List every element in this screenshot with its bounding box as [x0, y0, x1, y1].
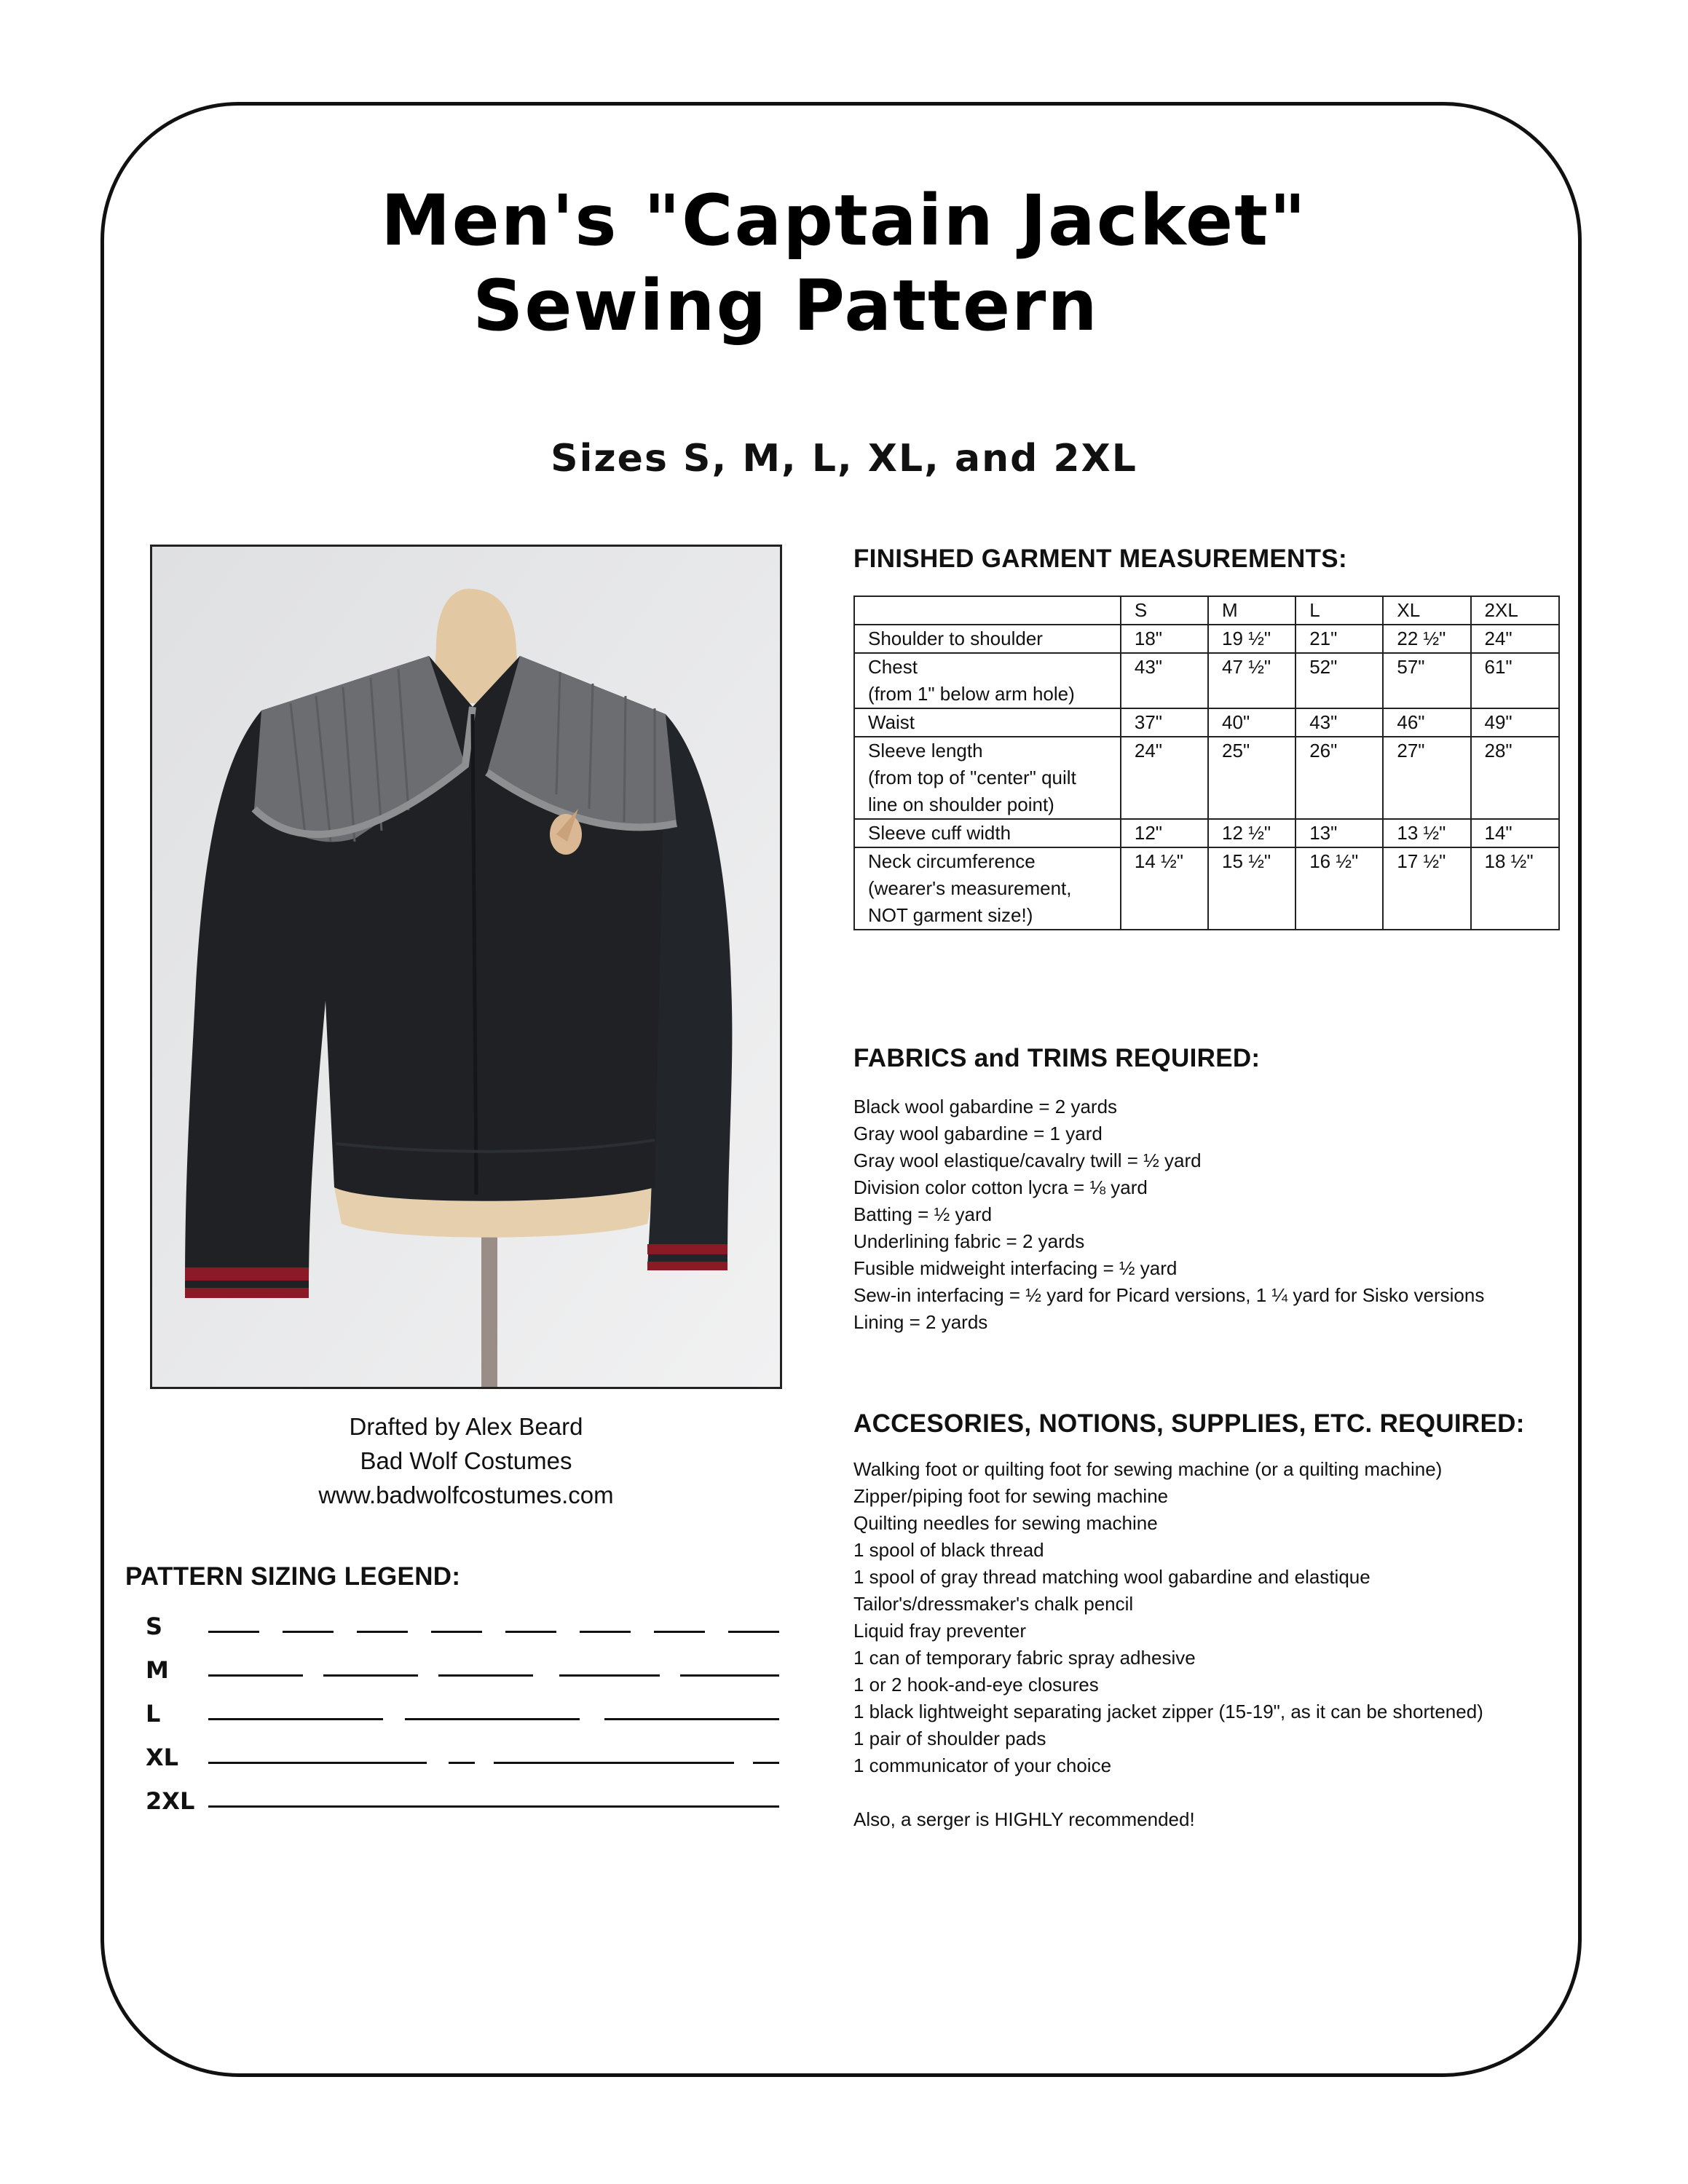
- legend-label-2xl: 2XL: [146, 1787, 195, 1815]
- table-cell: 43": [1121, 653, 1208, 708]
- table-cell: 13 ½": [1383, 819, 1470, 847]
- list-item: Batting = ½ yard: [853, 1203, 993, 1225]
- table-cell: 12 ½": [1208, 819, 1295, 847]
- list-item: Gray wool gabardine = 1 yard: [853, 1123, 1103, 1144]
- table-cell: 40": [1208, 708, 1295, 737]
- row-label-line: NOT garment size!): [868, 904, 1033, 926]
- table-cell: 49": [1471, 708, 1559, 737]
- list-item: Gray wool elastique/cavalry twill = ½ yard: [853, 1150, 1202, 1171]
- size-header: S: [1121, 596, 1208, 625]
- list-item: Division color cotton lycra = ⅛ yard: [853, 1176, 1148, 1198]
- legend-label-l: L: [146, 1700, 161, 1728]
- list-item: Tailor's/dressmaker's chalk pencil: [853, 1593, 1134, 1615]
- jacket-photo: [150, 545, 782, 1389]
- table-cell: 16 ½": [1295, 847, 1383, 930]
- table-cell: 14 ½": [1121, 847, 1208, 930]
- table-cell: 18": [1121, 625, 1208, 653]
- table-cell: 21": [1295, 625, 1383, 653]
- row-label: [854, 847, 1121, 930]
- row-label: [854, 625, 1121, 653]
- row-label-line: Neck circumference: [868, 850, 1036, 872]
- table-row: [854, 708, 1559, 737]
- table-cell: 17 ½": [1383, 847, 1470, 930]
- list-item: 1 spool of gray thread matching wool gabardine and elastique: [853, 1566, 1370, 1588]
- table-cell: 24": [1471, 625, 1559, 653]
- table-cell: 15 ½": [1208, 847, 1295, 930]
- title-line-1: Men's "Captain Jacket": [381, 180, 1307, 261]
- table-cell: 19 ½": [1208, 625, 1295, 653]
- legend-label-m: M: [146, 1656, 169, 1684]
- table-header-row: [854, 596, 1559, 625]
- row-label-line: (wearer's measurement,: [868, 877, 1072, 899]
- jacket-illustration: [152, 547, 780, 1387]
- serger-note: Also, a serger is HIGHLY recommended!: [853, 1808, 1195, 1830]
- row-label-line: Waist: [868, 711, 915, 733]
- credits-block: [150, 1409, 782, 1512]
- list-item: 1 communicator of your choice: [853, 1754, 1112, 1776]
- row-label: [854, 737, 1121, 819]
- list-item: Lining = 2 yards: [853, 1311, 988, 1333]
- table-cell: 61": [1471, 653, 1559, 708]
- company-name: Bad Wolf Costumes: [360, 1447, 572, 1474]
- table-row: [854, 819, 1559, 847]
- list-item: Fusible midweight interfacing = ½ yard: [853, 1257, 1178, 1279]
- table-cell: 28": [1471, 737, 1559, 819]
- table-cell: 22 ½": [1383, 625, 1470, 653]
- legend-label-xl: XL: [146, 1744, 179, 1771]
- table-cell: 13": [1295, 819, 1383, 847]
- table-row: [854, 653, 1559, 708]
- size-header: L: [1295, 596, 1383, 625]
- table-row: [854, 847, 1559, 930]
- sizes-subtitle: Sizes S, M, L, XL, and 2XL: [551, 437, 1137, 480]
- list-item: Walking foot or quilting foot for sewing machine (or a quilting machine): [853, 1458, 1443, 1480]
- table-corner-cell: [854, 596, 1121, 625]
- table-cell: 26": [1295, 737, 1383, 819]
- list-item: Liquid fray preventer: [853, 1620, 1027, 1642]
- row-label-line: Shoulder to shoulder: [868, 628, 1043, 649]
- table-row: [854, 737, 1559, 819]
- list-item: 1 black lightweight separating jacket zipper (15-19", as it can be shortened): [853, 1701, 1483, 1722]
- list-item: Underlining fabric = 2 yards: [853, 1230, 1085, 1252]
- title-line-2: Sewing Pattern: [473, 265, 1099, 347]
- table-cell: 25": [1208, 737, 1295, 819]
- list-item: Black wool gabardine = 2 yards: [853, 1096, 1118, 1117]
- table-cell: 24": [1121, 737, 1208, 819]
- table-cell: 37": [1121, 708, 1208, 737]
- size-header: 2XL: [1471, 596, 1559, 625]
- list-item: 1 or 2 hook-and-eye closures: [853, 1674, 1099, 1696]
- list-item: 1 can of temporary fabric spray adhesive: [853, 1647, 1196, 1669]
- row-label-line: line on shoulder point): [868, 794, 1054, 815]
- fabrics-heading: FABRICS and TRIMS REQUIRED:: [853, 1044, 1261, 1072]
- drafted-by: Drafted by Alex Beard: [349, 1413, 583, 1440]
- table-cell: 27": [1383, 737, 1470, 819]
- list-item: 1 pair of shoulder pads: [853, 1728, 1046, 1749]
- size-header: M: [1208, 596, 1295, 625]
- table-cell: 46": [1383, 708, 1470, 737]
- row-label-line: (from top of "center" quilt: [868, 767, 1076, 788]
- list-item: Zipper/piping foot for sewing machine: [853, 1485, 1169, 1507]
- accessories-heading: ACCESORIES, NOTIONS, SUPPLIES, ETC. REQUIRED:: [853, 1409, 1525, 1438]
- size-header: XL: [1383, 596, 1470, 625]
- list-item: 1 spool of black thread: [853, 1539, 1044, 1561]
- row-label-line: Chest: [868, 656, 918, 678]
- table-cell: 47 ½": [1208, 653, 1295, 708]
- row-label: [854, 819, 1121, 847]
- table-cell: 57": [1383, 653, 1470, 708]
- measurements-table: [853, 596, 1560, 930]
- website: www.badwolfcostumes.com: [318, 1481, 614, 1508]
- table-row: [854, 625, 1559, 653]
- legend-label-s: S: [146, 1613, 163, 1640]
- list-item: Sew-in interfacing = ½ yard for Picard versions, 1 ¼ yard for Sisko versions: [853, 1284, 1485, 1306]
- table-cell: 43": [1295, 708, 1383, 737]
- row-label: [854, 653, 1121, 708]
- table-cell: 12": [1121, 819, 1208, 847]
- row-label: [854, 708, 1121, 737]
- table-cell: 14": [1471, 819, 1559, 847]
- row-label-line: Sleeve length: [868, 740, 983, 761]
- row-label-line: (from 1" below arm hole): [868, 683, 1075, 705]
- fabrics-list: [853, 1093, 1484, 1336]
- accessories-list: [853, 1456, 1483, 1833]
- row-label-line: Sleeve cuff width: [868, 822, 1011, 844]
- legend-heading: PATTERN SIZING LEGEND:: [125, 1562, 461, 1591]
- list-spacer: [853, 1779, 1483, 1806]
- list-item: Quilting needles for sewing machine: [853, 1512, 1158, 1534]
- table-cell: 52": [1295, 653, 1383, 708]
- measurements-heading: FINISHED GARMENT MEASUREMENTS:: [853, 545, 1347, 573]
- table-cell: 18 ½": [1471, 847, 1559, 930]
